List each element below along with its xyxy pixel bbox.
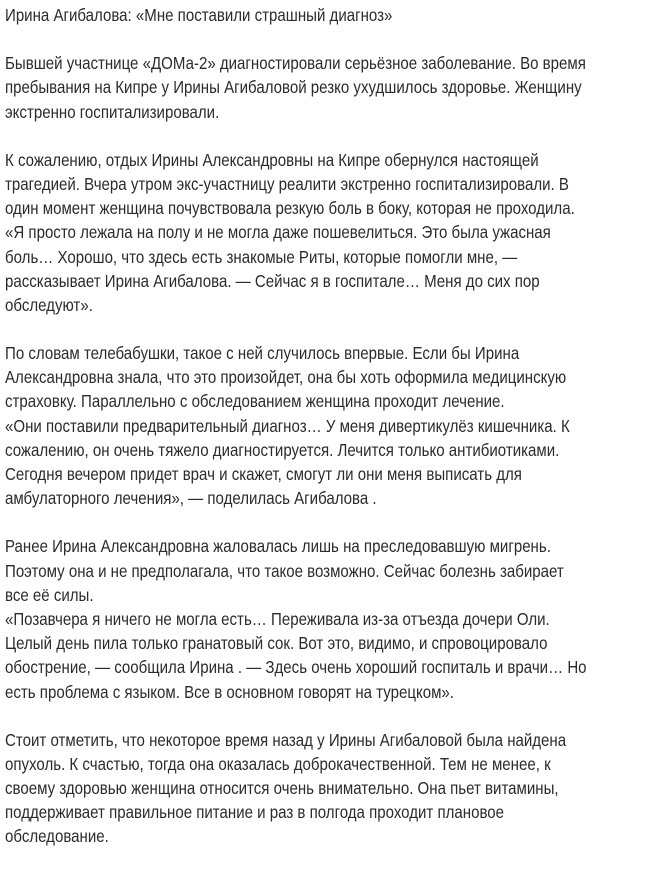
paragraph-line: «Позавчера я ничего не могла есть… Переживала из-за отъезда дочери Оли. [5, 608, 550, 629]
paragraph-line: трагедией. Вчера утром экс-участницу реалити экстренно госпитализировали. В [5, 173, 569, 194]
paragraph-line: все её силы. [5, 584, 94, 605]
paragraph-line: страховку. Параллельно с обследованием женщина проходит лечение. [5, 391, 505, 412]
article-title [5, 3, 665, 27]
article [5, 3, 665, 873]
paragraph-line: сожалению, он очень тяжело диагностируется. Лечится только антибиотиками. [5, 439, 560, 460]
paragraph-line: Бывшей участнице «ДОМа-2» диагностировали серьёзное заболевание. Во время [5, 53, 586, 74]
paragraph-line: своему здоровью женщина относится очень внимательно. Она пьет витамины, [5, 778, 559, 799]
paragraph-line: экстренно госпитализировали. [5, 101, 220, 122]
paragraph-line: К сожалению, отдых Ирины Александровны на Кипре обернулся настоящей [5, 149, 539, 170]
paragraph-intro [5, 51, 665, 124]
paragraph-line: Александровна знала, что это произойдет, она бы хоть оформила медицинскую [5, 367, 567, 388]
paragraph-line: Ранее Ирина Александровна жаловалась лишь на преследовавшую мигрень. [5, 536, 551, 557]
paragraph-3 [5, 341, 665, 510]
paragraph-line: По словам телебабушки, такое с ней случилось впервые. Если бы Ирина [5, 343, 520, 364]
paragraph-line: Стоит отметить, что некоторое время назад у Ирины Агибаловой была найдена [5, 729, 567, 750]
paragraph-line: поддерживает правильное питание и раз в полгода проходит плановое [5, 802, 505, 823]
paragraph-line: обострение, — сообщила Ирина . — Здесь очень хороший госпиталь и врачи… Но [5, 657, 587, 678]
paragraph-line: Поэтому она и не предполагала, что такое возможно. Сейчас болезнь забирает [5, 560, 564, 581]
paragraph-line: пребывания на Кипре у Ирины Агибаловой резко ухудшилось здоровье. Женщину [5, 77, 582, 98]
paragraph-line: опухоль. К счастью, тогда она оказалась доброкачественной. Тем не менее, к [5, 753, 551, 774]
paragraph-line: один момент женщина почувствовала резкую боль в боку, которая не проходила. [5, 198, 575, 219]
paragraph-line: «Они поставили предварительный диагноз… У меня дивертикулёз кишечника. К [5, 415, 570, 436]
paragraph-line: есть проблема с языком. Все в основном говорят на турецком». [5, 681, 454, 702]
paragraph-line: обследуют». [5, 294, 93, 315]
paragraph-5 [5, 728, 665, 849]
paragraph-line: «Я просто лежала на полу и не могла даже пошевелиться. Это была ужасная [5, 222, 551, 243]
paragraph-line: рассказывает Ирина Агибалова. — Сейчас я в госпитале… Меня до сих пор [5, 270, 540, 291]
title-text: Ирина Агибалова: «Мне поставили страшный диагноз» [5, 5, 393, 25]
paragraph-line: Целый день пила только гранатовый сок. Вот это, видимо, и спровоцировало [5, 633, 548, 654]
paragraph-line: амбулаторного лечения», — поделилась Агибалова . [5, 488, 377, 509]
paragraph-4 [5, 534, 665, 703]
paragraph-line: Сегодня вечером придет врач и скажет, смогут ли они меня выписать для [5, 464, 522, 484]
paragraph-line: обследование. [5, 826, 109, 847]
paragraph-line: боль… Хорошо, что здесь есть знакомые Риты, которые помогли мне, — [5, 246, 518, 267]
paragraph-2 [5, 148, 665, 317]
